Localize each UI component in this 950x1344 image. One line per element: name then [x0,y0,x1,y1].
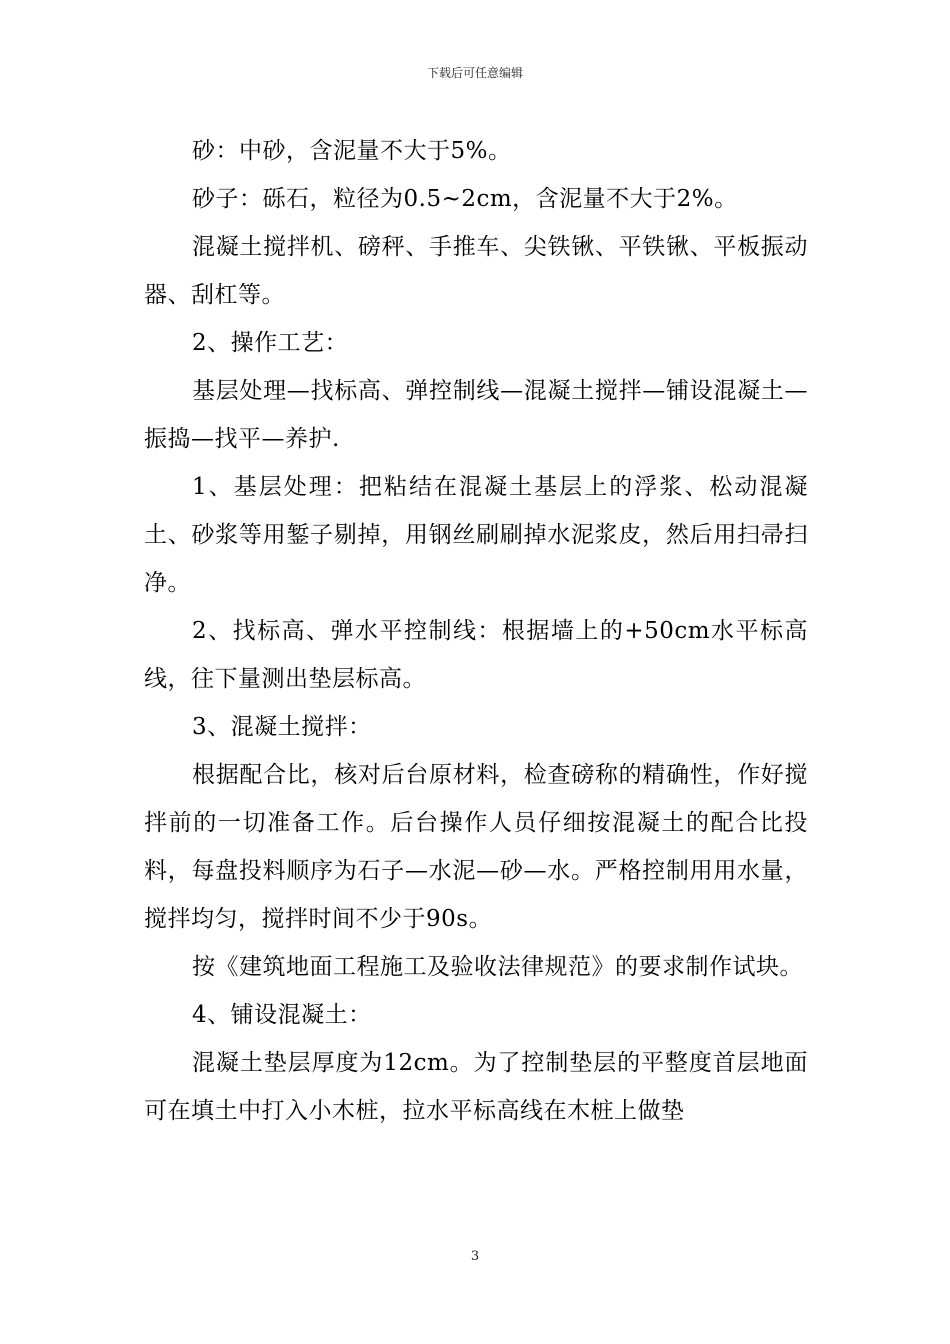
paragraph: 砂：中砂，含泥量不大于5%。 [192,138,512,164]
paragraph: 2、找标高、弹水平控制线：根据墙上的+50cm水平标高线，往下量测出垫层标高。 [144,618,808,692]
paragraph: 混凝土搅拌机、磅秤、手推车、尖铁锹、平铁锹、平板振动器、刮杠等。 [144,234,808,308]
document-body [144,127,808,1135]
page-number: 3 [470,1249,480,1264]
paragraph: 4、铺设混凝土： [192,1002,372,1028]
paragraph: 3、混凝土搅拌： [192,714,372,740]
paragraph: 2、操作工艺： [192,330,349,356]
paragraph: 砂子：砾石，粒径为0.5~2cm，含泥量不大于2%。 [192,186,738,212]
paragraph: 按《建筑地面工程施工及验收法律规范》的要求制作试块。 [192,954,803,980]
paragraph: 根据配合比，核对后台原材料，检查磅称的精确性，作好搅拌前的一切准备工作。后台操作人员仔细按混凝土的配合比投料，每盘投料顺序为石子—水泥—砂—水。严格控制用用水量，搅拌均匀，搅拌时间不少于90s。 [144,762,808,932]
paragraph: 混凝土垫层厚度为12cm。为了控制垫层的平整度首层地面可在填土中打入小木桩，拉水平标高线在木桩上做垫 [144,1050,808,1124]
paragraph: 基层处理—找标高、弹控制线—混凝土搅拌—铺设混凝土—振捣—找平—养护. [144,378,808,452]
page-header: 下载后可任意编辑 [426,66,523,80]
paragraph: 1、基层处理：把粘结在混凝土基层上的浮浆、松动混凝土、砂浆等用錾子剔掉，用钢丝刷刷掉水泥浆皮，然后用扫帚扫净。 [144,474,808,596]
